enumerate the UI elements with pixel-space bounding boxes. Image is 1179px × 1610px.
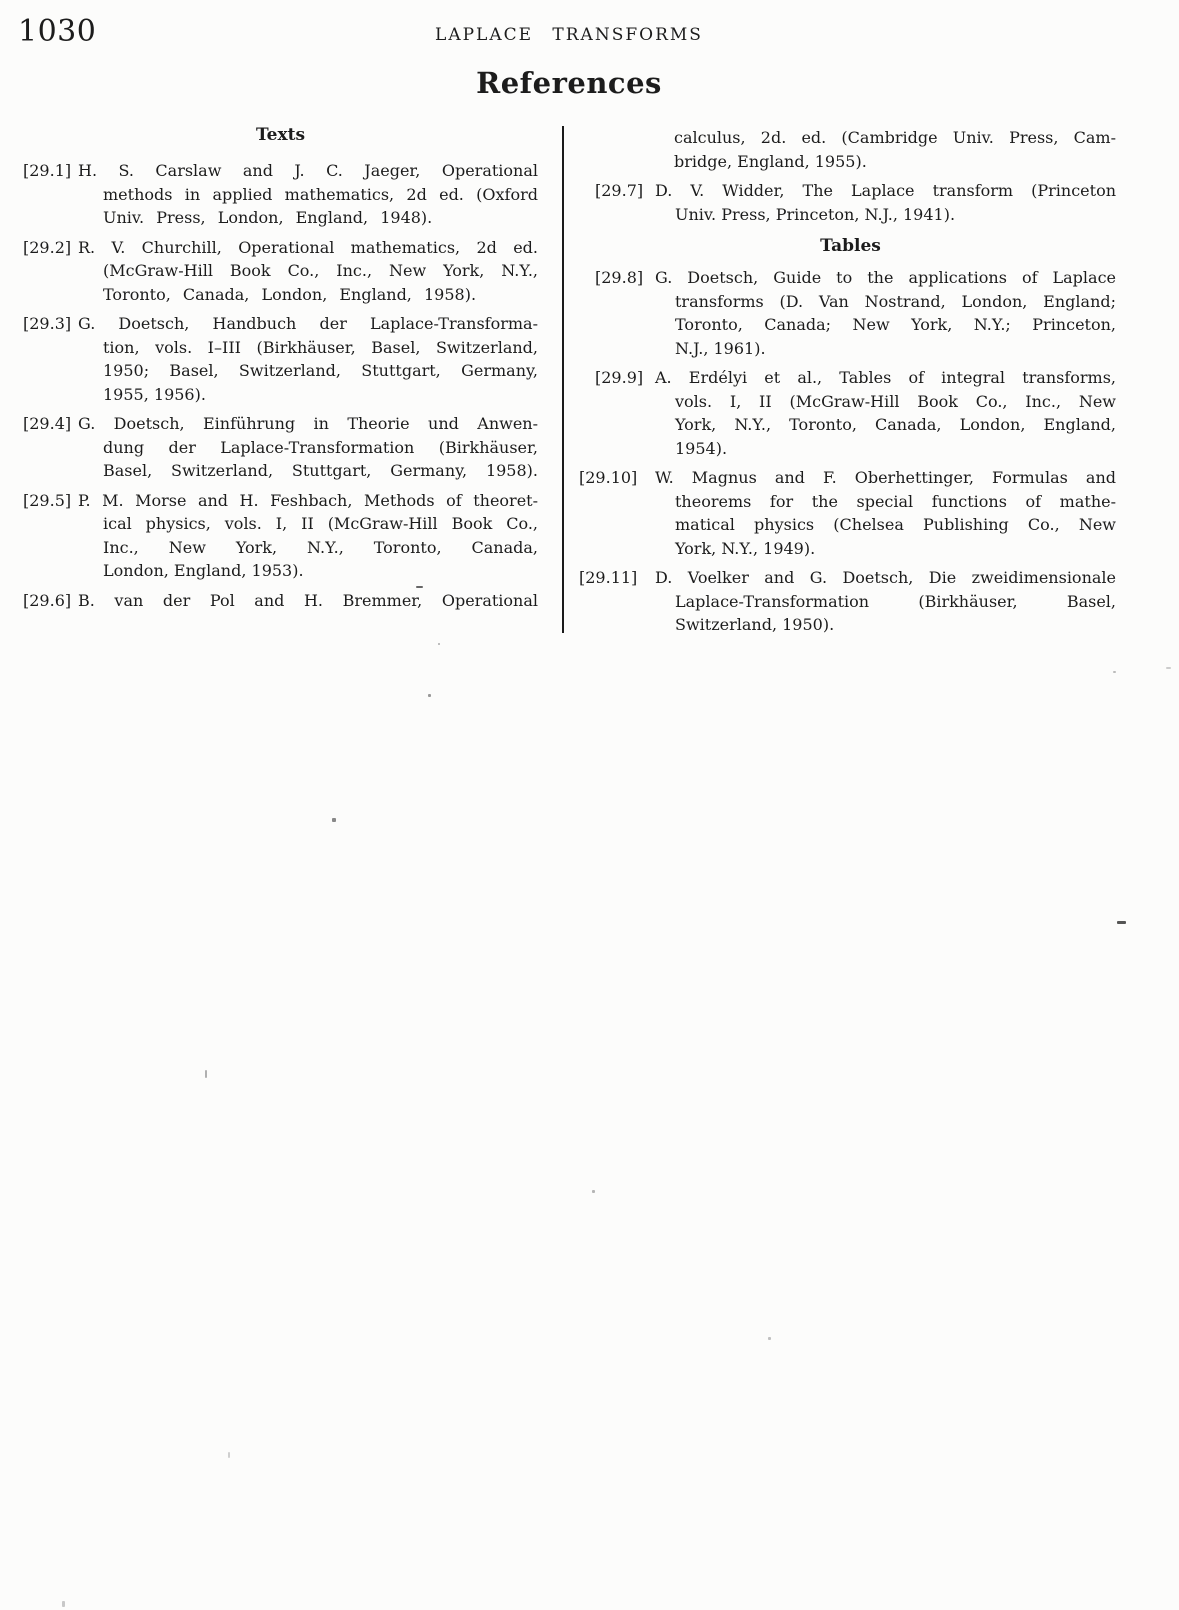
entry-label: [29.11] [579, 568, 638, 587]
entry-line: 1955, 1956). [103, 384, 206, 404]
reference-entry-29-10 [579, 466, 1116, 560]
reference-entry-29-7 [585, 179, 1116, 226]
scan-speck [438, 643, 440, 645]
reference-entry-29-2 [23, 236, 538, 307]
entry-line: B. van der Pol and H. Bremmer, Operational [78, 590, 538, 610]
right-column [579, 120, 1116, 643]
entry-text [655, 566, 1116, 637]
scan-speck [228, 1452, 230, 1458]
entry-line: York, N.Y., Toronto, Canada, London, England, [675, 415, 1116, 434]
scan-speck [332, 818, 336, 822]
entry-text [674, 126, 1116, 173]
running-head: LAPLACE TRANSFORMS [435, 25, 703, 45]
entry-label: [29.5] [23, 490, 72, 510]
entry-text [78, 412, 538, 483]
entry-line: Univ. Press, Princeton, N.J., 1941). [675, 204, 956, 224]
scan-speck [416, 586, 423, 588]
entry-line: theorems for the special functions of mathe- [675, 491, 1116, 511]
entry-label: [29.7] [595, 181, 644, 200]
scan-speck [62, 1601, 65, 1607]
entry-line: A. Erdélyi et al., Tables of integral transforms, [655, 368, 1116, 387]
entry-line: N.J., 1961). [675, 338, 766, 358]
entry-line: Toronto, Canada; New York, N.Y.; Princeton, [675, 315, 1116, 334]
entry-line: G. Doetsch, Handbuch der Laplace-Transforma- [78, 314, 538, 333]
entry-line: calculus, 2d. ed. (Cambridge Univ. Press, Cam- [674, 128, 1116, 147]
scan-speck [768, 1337, 771, 1340]
entry-line: Laplace-Transformation (Birkhäuser, Basel, [675, 591, 1116, 611]
scan-speck [592, 1190, 595, 1193]
entry-label: [29.4] [23, 414, 72, 433]
entry-line: ical physics, vols. I, II (McGraw-Hill Book Co., [103, 514, 538, 533]
entry-line: Inc., New York, N.Y., Toronto, Canada, [103, 537, 538, 557]
reference-entry-29-5 [23, 489, 538, 583]
entry-text [655, 366, 1116, 460]
entry-line: vols. I, II (McGraw-Hill Book Co., Inc., New [675, 391, 1116, 411]
left-column [23, 120, 538, 618]
entry-line: bridge, England, 1955). [674, 151, 867, 171]
reference-entry-29-6 [23, 589, 538, 613]
entry-text [78, 236, 538, 307]
page-number: 1030 [18, 14, 97, 49]
scan-speck [428, 694, 431, 697]
entry-line: tion, vols. I–III (Birkhäuser, Basel, Switzerland, [103, 337, 538, 357]
section-heading-texts: Texts [255, 125, 306, 145]
entry-line: D. V. Widder, The Laplace transform (Princeton [655, 181, 1116, 200]
page-title: References [476, 66, 662, 100]
entry-line: 1954). [675, 438, 728, 458]
section-heading-tables: Tables [820, 236, 881, 256]
entry-label: [29.6] [23, 590, 72, 610]
entry-label: [29.2] [23, 237, 72, 257]
entry-line: W. Magnus and F. Oberhettinger, Formulas and [655, 468, 1116, 487]
scan-speck [1166, 667, 1171, 669]
entry-text [78, 489, 538, 583]
entry-line: dung der Laplace-Transformation (Birkhäuser, [103, 437, 538, 457]
entry-text [655, 266, 1116, 360]
entry-line: R. V. Churchill, Operational mathematics, 2d ed. [78, 237, 538, 257]
entry-line: Toronto, Canada, London, England, 1958). [103, 284, 477, 304]
entry-label: [29.1] [23, 161, 72, 180]
entry-line: Switzerland, 1950). [675, 615, 835, 634]
entry-line: D. Voelker and G. Doetsch, Die zweidimensionale [655, 568, 1116, 587]
scan-speck [205, 1070, 207, 1078]
reference-entry-29-8 [585, 266, 1116, 360]
reference-entry-29-11 [579, 566, 1116, 637]
entry-text [655, 179, 1116, 226]
entry-line: London, England, 1953). [103, 561, 304, 580]
entry-label: [29.8] [595, 268, 644, 287]
reference-entry-29-9 [585, 366, 1116, 460]
entry-text [655, 466, 1116, 560]
entry-line: G. Doetsch, Einführung in Theorie und Anwen- [78, 414, 538, 433]
entry-line: Univ. Press, London, England, 1948). [103, 208, 433, 227]
entry-line: methods in applied mathematics, 2d ed. (Oxford [103, 184, 538, 204]
scan-speck [1113, 671, 1116, 673]
scan-speck [1117, 921, 1126, 924]
entry-label: [29.10] [579, 468, 638, 487]
reference-entry-29-1 [23, 159, 538, 230]
entry-label: [29.3] [23, 314, 72, 333]
entry-line: 1950; Basel, Switzerland, Stuttgart, Germany, [103, 361, 538, 380]
references-columns [23, 120, 1116, 643]
entry-line: matical physics (Chelsea Publishing Co., New [675, 515, 1116, 534]
reference-entry-29-6-continuation [585, 126, 1116, 173]
reference-entry-29-3 [23, 312, 538, 406]
entry-text [78, 312, 538, 406]
entry-line: Basel, Switzerland, Stuttgart, Germany, 1958). [103, 461, 538, 480]
entry-line: G. Doetsch, Guide to the applications of Laplace [655, 268, 1116, 287]
entry-text [78, 589, 538, 613]
entry-line: P. M. Morse and H. Feshbach, Methods of theoret- [78, 490, 538, 510]
entry-line: H. S. Carslaw and J. C. Jaeger, Operational [78, 161, 538, 180]
entry-label: [29.9] [595, 368, 644, 387]
entry-text [78, 159, 538, 230]
entry-line: (McGraw-Hill Book Co., Inc., New York, N.Y., [103, 261, 538, 280]
entry-line: transforms (D. Van Nostrand, London, England; [675, 291, 1116, 311]
reference-entry-29-4 [23, 412, 538, 483]
entry-line: York, N.Y., 1949). [675, 538, 816, 558]
